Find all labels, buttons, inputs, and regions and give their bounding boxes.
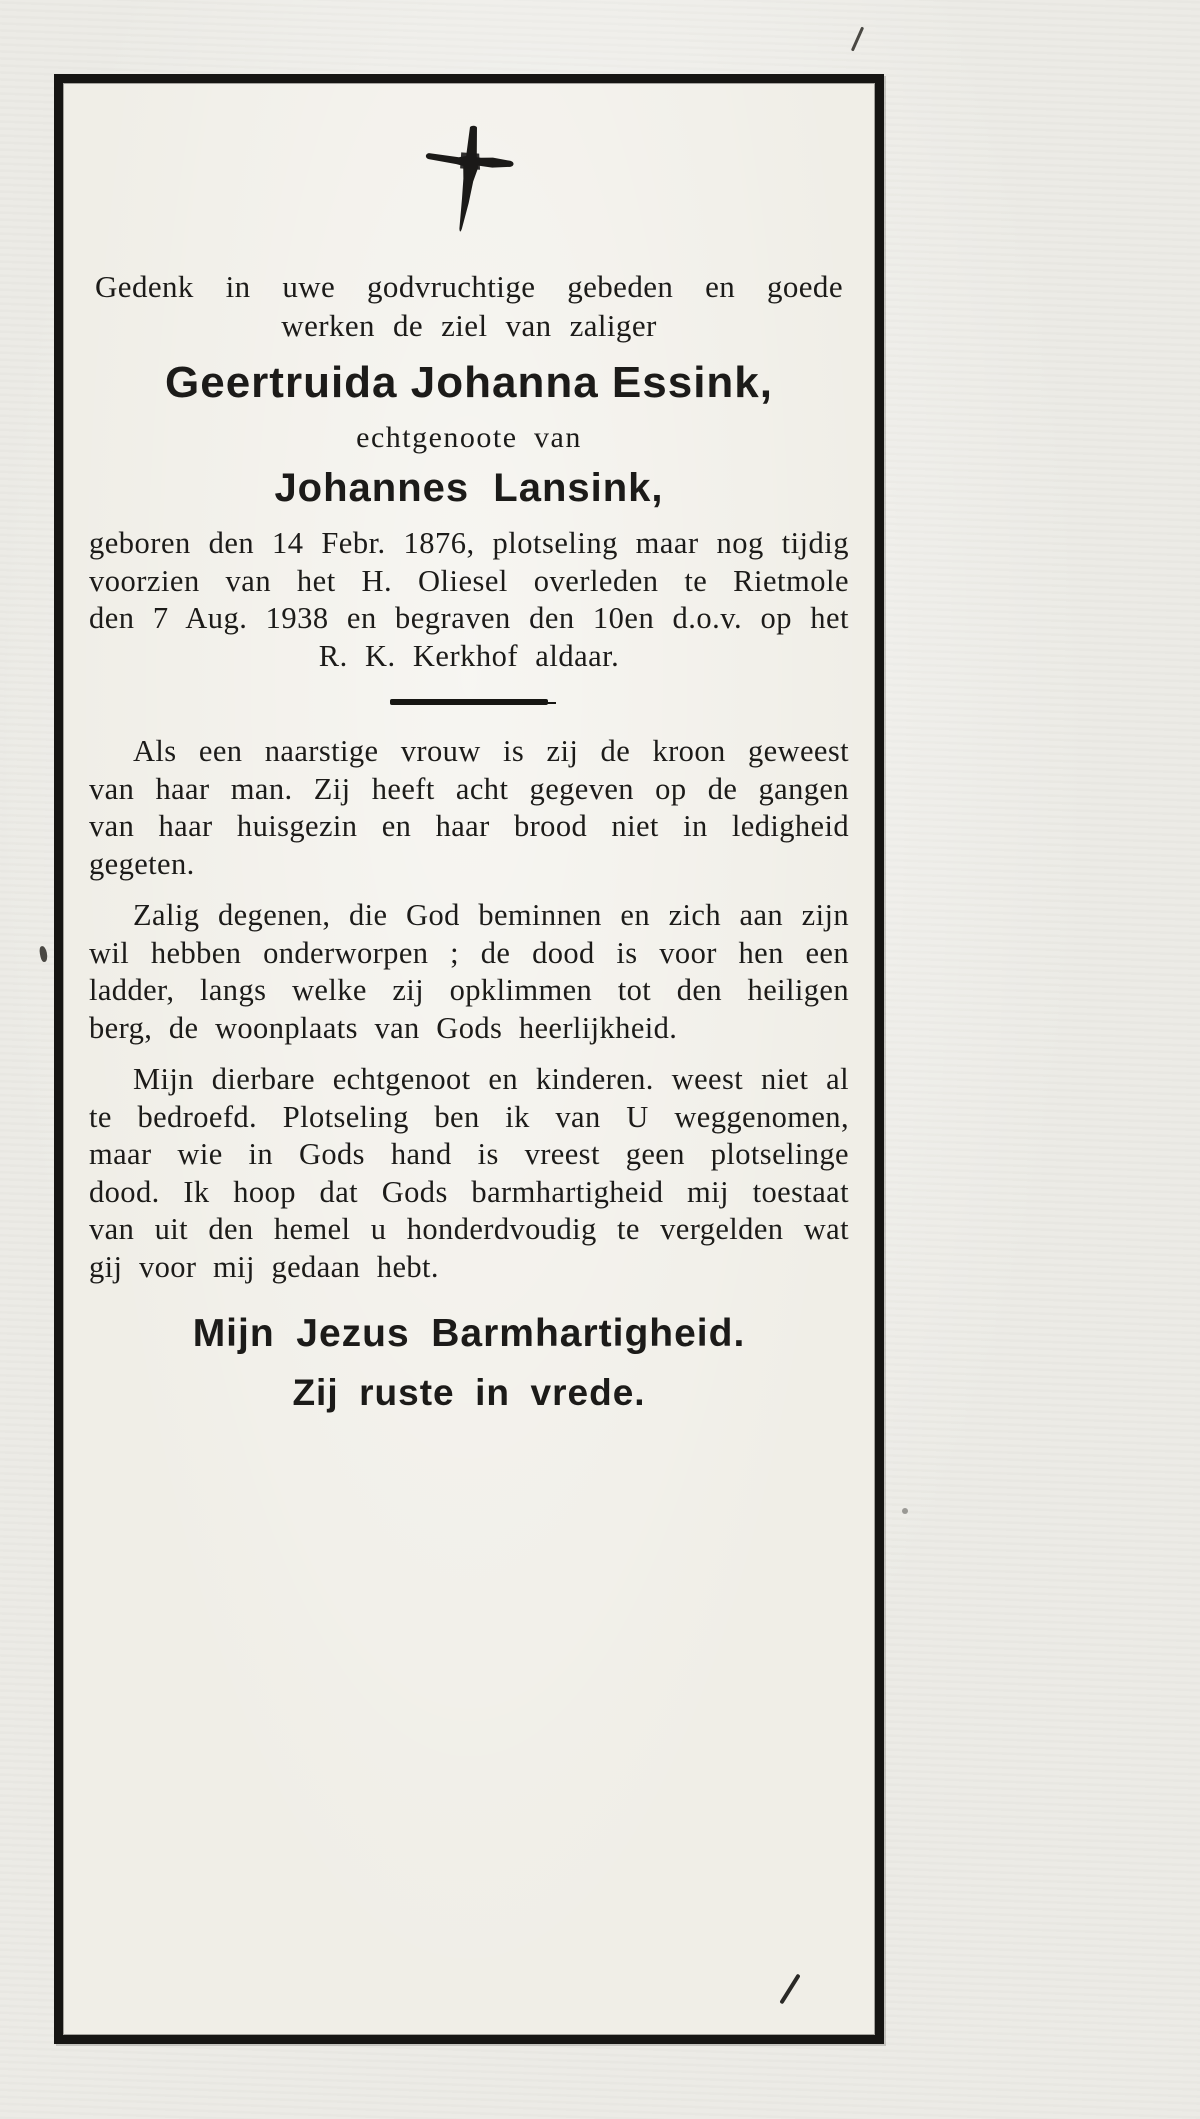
- cross-icon: [409, 125, 529, 237]
- memorial-card: [54, 74, 884, 2044]
- closing-rest: Zij ruste in vrede.: [292, 1372, 646, 1413]
- memorial-paragraph-3: Mijn dierbare echtgenoot en kinderen. weest niet al te bedroefd. Plotseling ben ik van U weggenomen, maar wie in Gods hand is vreest geen plotselinge dood. Ik hoop dat Gods barmhartigheid mij toestaat van uit den hemel u honderdvoudig te vergelden wat gij voor mij gedaan hebt.: [89, 1062, 849, 1284]
- bio-text: geboren den 14 Febr. 1876, plotseling maar nog tijdig voorzien van het H. Oliesel overleden te Rietmole den 7 Aug. 1938 en begraven den 10en d.o.v. op het R. K. Kerkhof aldaar.: [89, 526, 849, 673]
- memorial-paragraph-2: Zalig degenen, die God beminnen en zich aan zijn wil hebben onderworpen ; de dood is voor hen een ladder, langs welke zij opklimmen tot den heiligen berg, de woonplaats van Gods heerlijkheid.: [89, 898, 849, 1045]
- scan-artifact: [38, 945, 48, 962]
- scan-artifact: [851, 27, 864, 52]
- relation-label: echtgenoote van: [356, 421, 582, 454]
- spouse-name: Johannes Lansink,: [274, 466, 664, 510]
- section-divider: [390, 699, 548, 705]
- scan-artifact: [902, 1508, 908, 1514]
- closing-prayer: Mijn Jezus Barmhartigheid.: [192, 1312, 746, 1355]
- memorial-paragraph-1: Als een naarstige vrouw is zij de kroon geweest van haar man. Zij heeft acht gegeven op de gangen van haar huisgezin en haar brood niet in ledigheid gegeten.: [89, 734, 849, 881]
- intro-text: Gedenk in uwe godvruchtige gebeden en goede werken de ziel van zaliger: [95, 269, 843, 343]
- deceased-name: Geertruida Johanna Essink,: [165, 358, 773, 407]
